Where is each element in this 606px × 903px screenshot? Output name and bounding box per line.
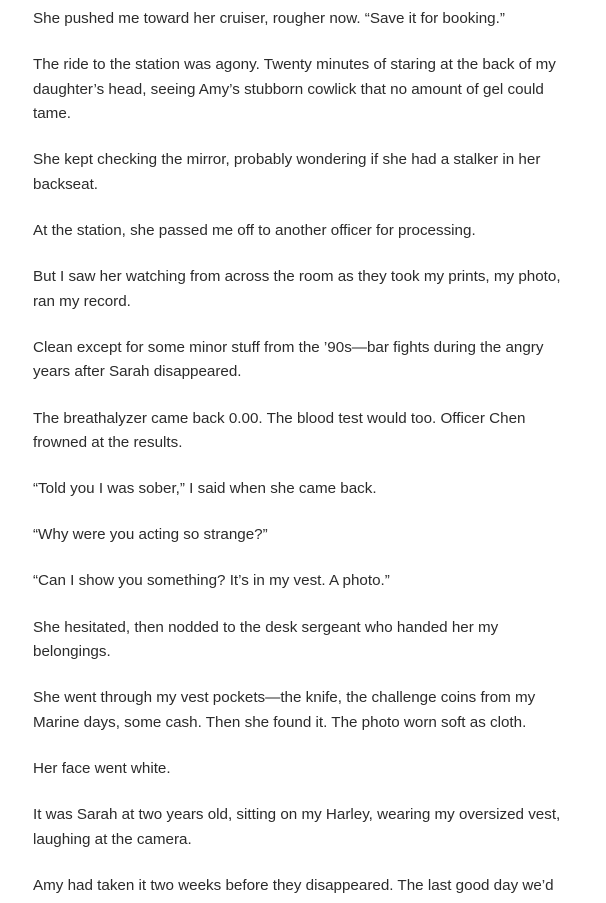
paragraph: She went through my vest pockets—the knife, the challenge coins from my Marine days, some cash. Then she found it. The photo worn soft as cloth. [33, 689, 536, 731]
paragraph: “Told you I was sober,” I said when she came back. [33, 480, 377, 498]
paragraph: Clean except for some minor stuff from the ’90s—bar fights during the angry years after Sarah disappeared. [33, 338, 544, 381]
paragraph: The ride to the station was agony. Twenty minutes of staring at the back of my daughter’s head, seeing Amy’s stubborn cowlick that no amount of gel could tame. [33, 56, 556, 123]
paragraph: Her face went white. [33, 759, 171, 777]
paragraph: The breathalyzer came back 0.00. The blood test would too. Officer Chen frowned at the results. [33, 409, 526, 452]
paragraph: At the station, she passed me off to another officer for processing. [33, 222, 476, 240]
paragraph: “Why were you acting so strange?” [33, 526, 268, 544]
paragraph: “Can I show you something? It’s in my vest. A photo.” [33, 572, 390, 590]
paragraph: She kept checking the mirror, probably wondering if she had a stalker in her backseat. [33, 151, 541, 193]
paragraph: But I saw her watching from across the room as they took my prints, my photo, ran my record. [33, 268, 561, 310]
paragraph: Amy had taken it two weeks before they disappeared. The last good day we’d [33, 876, 554, 894]
paragraph: She hesitated, then nodded to the desk sergeant who handed her my belongings. [33, 618, 499, 661]
paragraph: It was Sarah at two years old, sitting on my Harley, wearing my oversized vest, laughing at the camera. [33, 805, 561, 848]
paragraph: She pushed me toward her cruiser, rougher now. “Save it for booking.” [33, 10, 505, 27]
